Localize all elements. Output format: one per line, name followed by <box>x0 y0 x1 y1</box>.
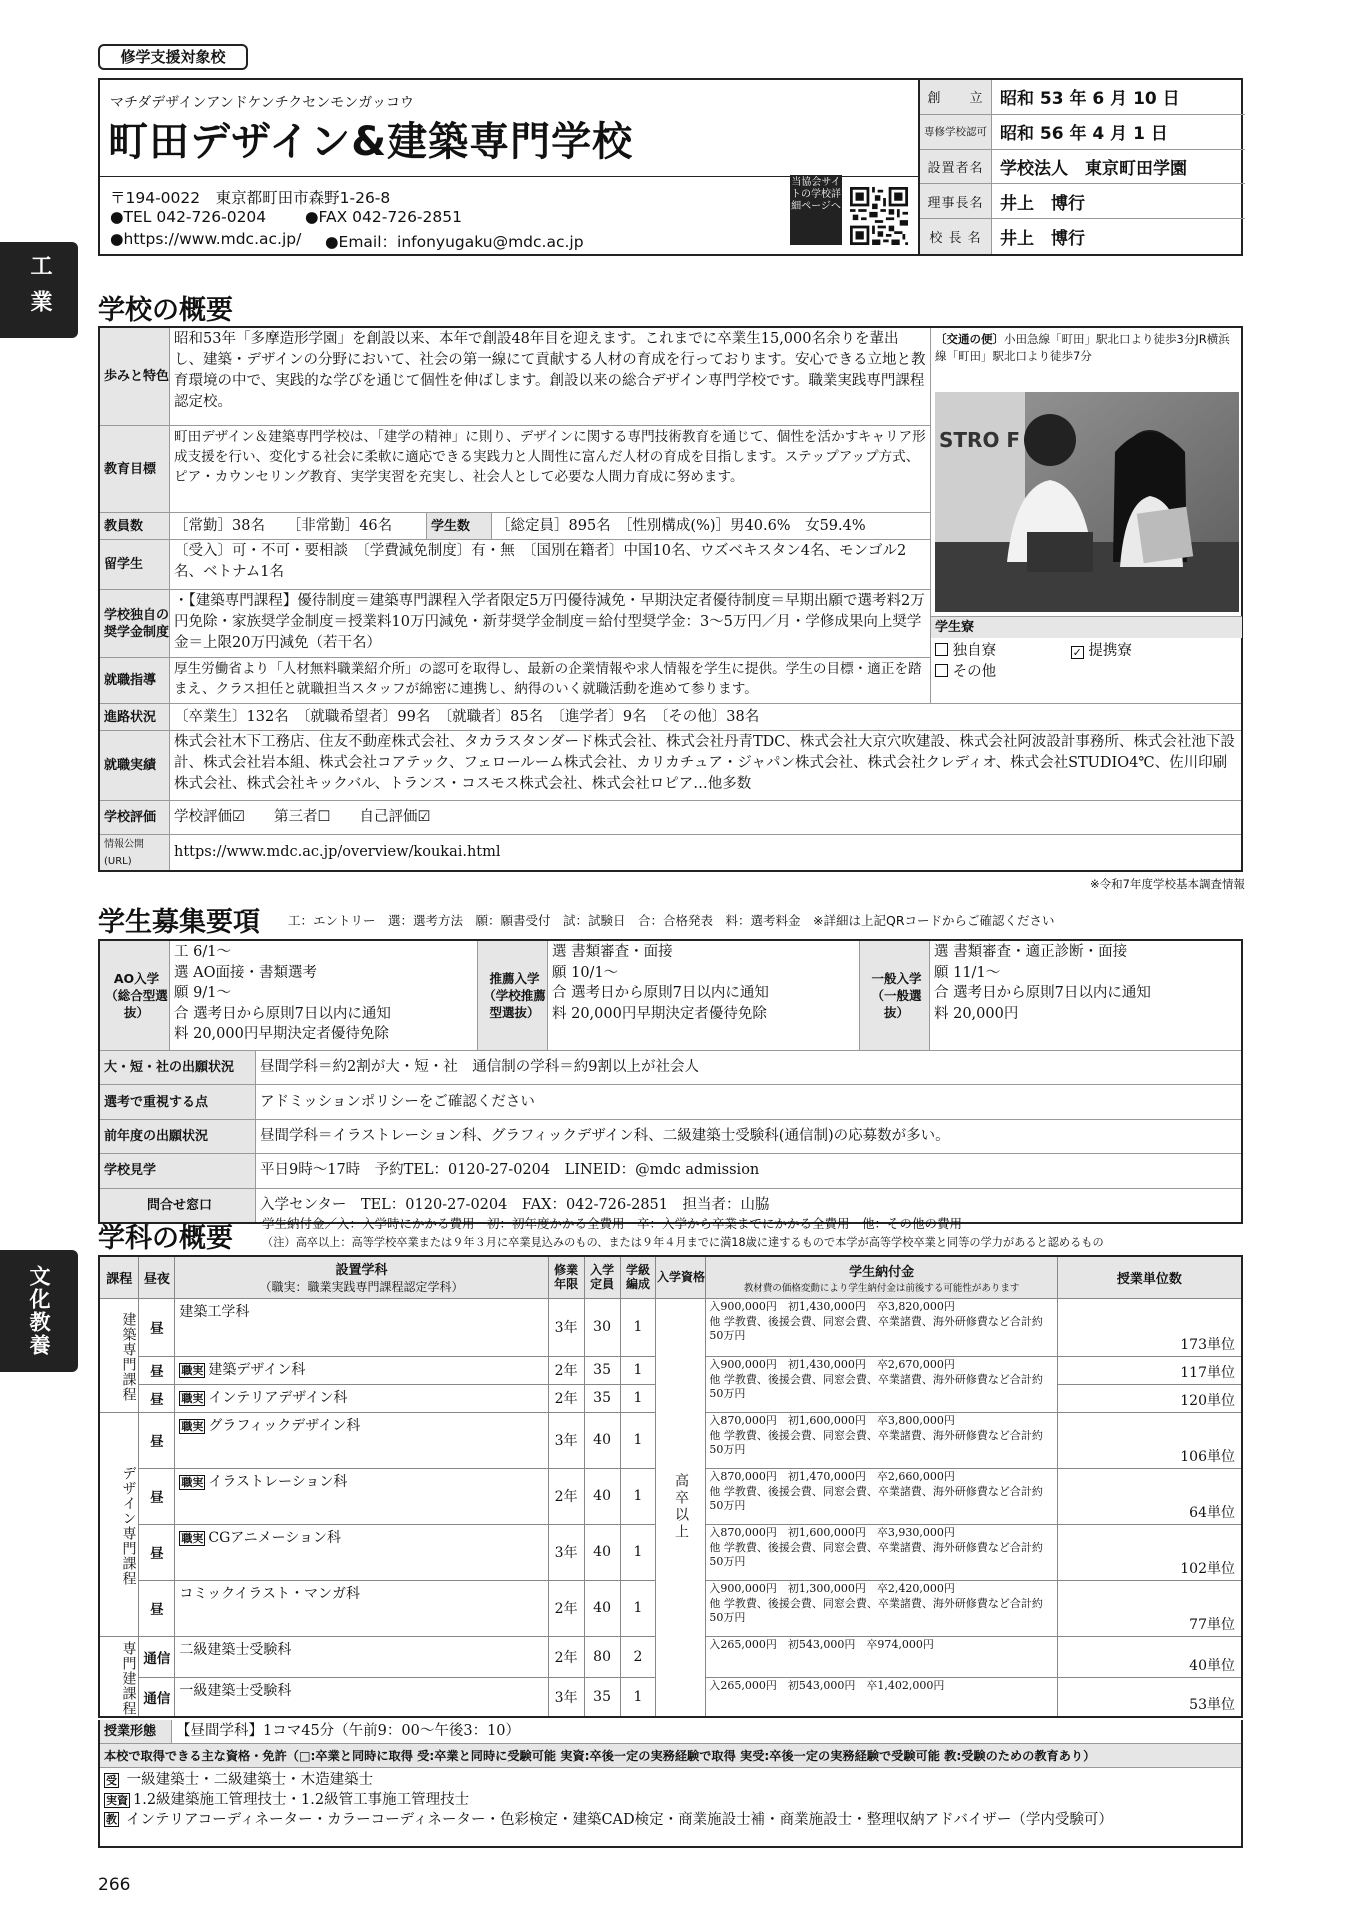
ao-line: 工 6/1〜 <box>174 944 231 960</box>
course-credits: 106単位 <box>1057 1412 1242 1468</box>
course-time: 昼 <box>139 1524 175 1580</box>
course-capacity: 30 <box>584 1298 620 1356</box>
students-label: 学生数 <box>426 513 492 539</box>
school-fax: ●FAX 042-726-2851 <box>305 208 462 226</box>
school-header <box>98 78 1243 256</box>
course-capacity: 80 <box>584 1636 620 1677</box>
course-capacity: 35 <box>584 1677 620 1716</box>
recruit-row-label: 大・短・社の出願状況 <box>100 1051 256 1084</box>
course-capacity: 35 <box>584 1384 620 1412</box>
th-years: 修業年限 <box>548 1256 584 1298</box>
jitsu-tag: 職実 <box>181 1531 204 1545</box>
disclosure-url[interactable]: https://www.mdc.ac.jp/overview/koukai.html <box>174 844 501 860</box>
fact-label: 校 長 名 <box>920 219 992 254</box>
license-text: インテリアコーディネーター・カラーコーディネーター・色彩検定・建築CAD検定・商業施設士補・商業施設士・整理収納アドバイザー（学内受験可） <box>126 1812 1113 1828</box>
dorm-other-label: その他 <box>952 664 997 680</box>
course-time: 通信 <box>139 1677 175 1716</box>
license-header: 本校で取得できる主な資格・免許（□:卒業と同時に取得 受:卒業と同時に受験可能 実資:卒後一定の実務経験で取得 実受:卒後一定の実務経験で受験可能 教:受験のための教育あり） <box>100 1744 1241 1768</box>
course-group: デザイン専門課程 <box>99 1412 139 1636</box>
license-box <box>98 1720 1243 1848</box>
course-dept <box>175 1356 548 1384</box>
fee-line: 入265,000円 初543,000円 卒974,000円 <box>709 1637 934 1651</box>
course-credits: 40単位 <box>1057 1636 1242 1677</box>
overview-title: 学校の概要 <box>98 295 233 326</box>
course-classes: 1 <box>620 1580 656 1636</box>
fact-value: 井上 博行 <box>1000 229 1085 250</box>
course-fees <box>706 1636 1057 1677</box>
course-capacity: 40 <box>584 1412 620 1468</box>
qr-label: 当協会サイトの学校詳細ページへ <box>790 175 842 245</box>
fee-other: 他 学教費、後援会費、同窓会費、卒業諸費、海外研修費など合計約50万円 <box>709 1597 1043 1624</box>
recruit-row-label: 問合せ窓口 <box>100 1189 256 1222</box>
intl-label: 留学生 <box>100 540 170 589</box>
course-years: 3年 <box>548 1298 584 1356</box>
course-fees <box>706 1356 1057 1412</box>
course-credits: 120単位 <box>1057 1384 1242 1412</box>
course-credits: 117単位 <box>1057 1356 1242 1384</box>
intl-text: 〔受入〕可・不可・要相談 〔学費減免制度〕有・無 〔国別在籍者〕中国10名、ウズベキスタン4名、モンゴル2名、ベトナム1名 <box>174 543 907 580</box>
course-time: 昼 <box>139 1580 175 1636</box>
ao-label: AO入学（総合型選抜） <box>100 941 170 1050</box>
license-tag: 受 <box>106 1774 117 1787</box>
goal-label: 教育目標 <box>100 426 170 512</box>
dept-name: CGアニメーション科 <box>208 1529 342 1546</box>
course-time: 昼 <box>139 1384 175 1412</box>
fee-line: 入900,000円 初1,300,000円 卒2,420,000円 <box>709 1581 955 1595</box>
th-fees <box>706 1256 1057 1298</box>
course-credits: 173単位 <box>1057 1298 1242 1356</box>
recruit-row-label: 学校見学 <box>100 1154 256 1187</box>
course-classes: 1 <box>620 1356 656 1384</box>
recruit-box <box>98 939 1243 1224</box>
qr-code-icon[interactable] <box>850 187 908 245</box>
access-text: 小田急線「町田」駅北口より徒歩3分JR横浜線「町田」駅北口より徒歩7分 <box>935 332 1230 363</box>
school-web[interactable]: ●https://www.mdc.ac.jp/ <box>110 230 302 248</box>
recruit-row-value: 入学センター TEL：0120-27-0204 FAX：042-726-2851 担当者：山脇 <box>260 1196 770 1213</box>
gen-line: 願 11/1〜 <box>934 964 1001 981</box>
course-time: 通信 <box>139 1636 175 1677</box>
course-years: 2年 <box>548 1468 584 1524</box>
staff-label: 教員数 <box>100 513 170 539</box>
course-capacity: 40 <box>584 1524 620 1580</box>
th-fees-sub: 教材費の価格変動により学生納付金は前後する可能性があります <box>743 1282 1020 1294</box>
fee-other: 他 学教費、後援会費、同窓会費、卒業諸費、海外研修費など合計約50万円 <box>709 1541 1043 1568</box>
fee-other: 他 学教費、後援会費、同窓会費、卒業諸費、海外研修費など合計約50万円 <box>709 1485 1043 1512</box>
course-dept <box>175 1412 548 1468</box>
page-number: 266 <box>98 1875 131 1895</box>
course-years: 2年 <box>548 1384 584 1412</box>
eval-label: 学校評価 <box>100 801 170 834</box>
ao-line: 合 選考日から原則7日以内に通知 <box>174 1005 391 1022</box>
th-dept <box>175 1256 548 1298</box>
ao-line: 願 9/1〜 <box>174 985 231 1001</box>
employers-label: 就職実績 <box>100 731 170 800</box>
th-dept-label: 設置学科 <box>335 1263 388 1279</box>
history-text: 昭和53年「多摩造形学園」を創設以来、本年で創設48年目を迎えます。これまでに卒業生15,000名余りを輩出し、建築・デザインの分野において、社会の第一線にて貢献する人材の育成を行っております。安心できる立地と教育環境の中で、実践的な学びを通じて個性を伸ばします。創設以来の総合デザイン専門学校です。職業実践専門課程認定校。 <box>174 331 926 410</box>
fact-value: 昭和 56 年 4 月 1 日 <box>1000 124 1168 145</box>
support-tag: 修学支援対象校 <box>98 44 248 70</box>
rec-line: 料 20,000円早期決定者優待免除 <box>552 1005 767 1022</box>
job-text: 厚生労働省より「人材無料職業紹介所」の認可を取得し、最新の企業情報や求人情報を学生に提供。学生の目標・適正を踏まえ、クラス担任と就職担当スタッフが綿密に連携し、納得のいく就職活動を進めて参ります。 <box>174 661 922 697</box>
eval-text: 学校評価☑ 第三者☐ 自己評価☑ <box>174 809 431 825</box>
course-fees <box>706 1677 1057 1716</box>
gen-line: 合 選考日から原則7日以内に通知 <box>934 985 1151 1001</box>
th-time: 昼夜 <box>139 1256 175 1298</box>
jitsu-tag: 職実 <box>181 1391 204 1405</box>
course-time: 昼 <box>139 1468 175 1524</box>
fact-label: 専修学校認可 <box>920 115 992 149</box>
fee-other: 他 学教費、後援会費、同窓会費、卒業諸費、海外研修費など合計約50万円 <box>709 1429 1043 1456</box>
fee-line: 入900,000円 初1,430,000円 卒3,820,000円 <box>709 1299 955 1313</box>
school-name: 町田デザイン&建築専門学校 <box>108 119 634 165</box>
recruit-row-value: 昼間学科＝イラストレーション科、グラフィックデザイン科、二級建築士受験科(通信制)の応募数が多い。 <box>260 1127 950 1144</box>
fee-line: 入870,000円 初1,470,000円 卒2,660,000円 <box>709 1469 955 1483</box>
course-classes: 1 <box>620 1524 656 1580</box>
fact-label: 設置者名 <box>920 150 992 184</box>
school-tel: ●TEL 042-726-0204 <box>110 208 267 226</box>
goal-text: 町田デザイン＆建築専門学校は、「建学の精神」に則り、デザインに関する専門技術教育を通じて、個性を活かすキャリア形成支援を行い、変化する社会に柔軟に適応できる実践力と人間性に富んだ人材の育成を目指します。ステップアップ方式、ピア・カウンセリング教育、実学実習を充実し、社会人として必要な人間力育成に努めます。 <box>174 429 926 485</box>
fee-line: 入870,000円 初1,600,000円 卒3,930,000円 <box>709 1525 955 1539</box>
dept-name: 建築デザイン科 <box>208 1361 306 1378</box>
course-capacity: 40 <box>584 1468 620 1524</box>
jitsu-tag: 職実 <box>181 1363 204 1377</box>
svg-text:STRO F: STRO F <box>939 428 1021 452</box>
th-credits: 授業単位数 <box>1057 1256 1242 1298</box>
course-capacity: 40 <box>584 1580 620 1636</box>
course-years: 2年 <box>548 1580 584 1636</box>
lesson-label: 授業形態 <box>100 1720 172 1743</box>
general-label: 一般入学（一般選抜） <box>860 941 930 1050</box>
course-time: 昼 <box>139 1298 175 1356</box>
ao-line: 料 20,000円早期決定者優待免除 <box>174 1026 389 1042</box>
course-fees <box>706 1524 1057 1580</box>
scholar-label: 学校独自の奨学金制度 <box>100 590 170 657</box>
career-label: 進路状況 <box>100 704 170 730</box>
course-group: 専門建課程 <box>99 1636 139 1717</box>
access-label: 〔交通の便〕 <box>935 332 1004 346</box>
course-classes: 1 <box>620 1468 656 1524</box>
facts-table <box>918 80 1243 254</box>
course-classes: 1 <box>620 1677 656 1716</box>
lesson-text: 【昼間学科】1コマ45分（午前9：00〜午後3：10） <box>176 1723 521 1739</box>
side-tab-culture[interactable]: 文化教養 <box>0 1250 78 1372</box>
course-dept <box>175 1384 548 1412</box>
th-qualification: 入学資格 <box>656 1256 706 1298</box>
course-dept <box>175 1677 548 1716</box>
overview-box <box>98 326 1243 872</box>
career-text: 〔卒業生〕132名 〔就職希望者〕99名 〔就職者〕85名 〔進学者〕9名 〔その他〕38名 <box>174 708 760 725</box>
course-credits: 53単位 <box>1057 1677 1242 1716</box>
ao-details <box>170 941 478 1050</box>
general-details <box>930 941 1240 1050</box>
dorm-other-checkbox[interactable] <box>935 664 948 677</box>
course-dept <box>175 1524 548 1580</box>
qualification-note: （注）高卒以上：高等学校卒業または９年３月に卒業見込みのもの、または９年４月までに満18歳に達するもので本学が高等学校卒業と同等の学力があると認めるもの <box>262 1236 1104 1249</box>
course-classes: 1 <box>620 1384 656 1412</box>
recruit-row-label: 選考で重視する点 <box>100 1085 256 1118</box>
course-qualification: 高卒以上 <box>656 1298 706 1717</box>
gen-line: 選 書類審査・適正診断・面接 <box>934 944 1128 960</box>
course-time: 昼 <box>139 1356 175 1384</box>
course-time: 昼 <box>139 1412 175 1468</box>
course-classes: 2 <box>620 1636 656 1677</box>
fee-other: 他 学教費、後援会費、同窓会費、卒業諸費、海外研修費など合計約50万円 <box>709 1373 1043 1400</box>
jitsu-tag: 職実 <box>181 1419 204 1433</box>
jitsu-tag: 職実 <box>181 1475 204 1489</box>
course-fees <box>706 1412 1057 1468</box>
recommend-label: 推薦入学（学校推薦型選抜） <box>478 941 548 1050</box>
recruit-legend: 工：エントリー 選：選考方法 願：願書受付 試：試験日 合：合格発表 料：選考料金 ※詳細は上記QRコードからご確認ください <box>288 913 1055 928</box>
license-text: 1.2級建築施工管理技士・1.2級管工事施工管理技士 <box>133 1792 470 1808</box>
staff-text: ［常勤］38名 ［非常勤］46名 <box>174 517 393 534</box>
course-row <box>99 1298 1242 1356</box>
course-classes: 1 <box>620 1298 656 1356</box>
disclosure-label: 情報公開(URL) <box>100 835 170 870</box>
course-dept <box>175 1468 548 1524</box>
fee-other: 他 学教費、後援会費、同窓会費、卒業諸費、海外研修費など合計約50万円 <box>709 1315 1043 1342</box>
dorm-self-label: 独自寮 <box>952 643 997 659</box>
dorm-label: 学生寮 <box>931 616 1242 638</box>
recruit-row-label: 前年度の出願状況 <box>100 1120 256 1153</box>
course-classes: 1 <box>620 1412 656 1468</box>
th-classes: 学級編成 <box>620 1256 656 1298</box>
school-address: 〒194-0022 東京都町田市森野1-26-8 <box>110 189 391 207</box>
school-kana: マチダデザインアンドケンチクセンモンガッコウ <box>110 95 414 111</box>
fee-line: 入900,000円 初1,430,000円 卒2,670,000円 <box>709 1357 955 1371</box>
students-photo <box>935 392 1239 612</box>
th-dept-sub: （職実：職業実践専門課程認定学科） <box>259 1280 464 1295</box>
fact-value: 昭和 53 年 6 月 10 日 <box>1000 89 1180 110</box>
fact-label: 理事長名 <box>920 184 992 218</box>
course-years: 3年 <box>548 1524 584 1580</box>
course-years: 3年 <box>548 1677 584 1716</box>
job-label: 就職指導 <box>100 658 170 703</box>
dorm-partner-label: 提携寮 <box>1088 643 1132 659</box>
dept-name: 建築工学科 <box>179 1303 250 1320</box>
course-years: 2年 <box>548 1356 584 1384</box>
course-years: 3年 <box>548 1412 584 1468</box>
gen-line: 料 20,000円 <box>934 1005 1019 1022</box>
rec-line: 願 10/1〜 <box>552 964 619 981</box>
rec-line: 合 選考日から原則7日以内に通知 <box>552 985 769 1001</box>
recruit-row-value: 昼間学科＝約2割が大・短・社 通信制の学科＝約9割以上が社会人 <box>260 1059 699 1076</box>
license-tag: 教 <box>106 1813 117 1826</box>
course-fees <box>706 1468 1057 1524</box>
th-course: 課程 <box>99 1256 139 1298</box>
course-credits: 77単位 <box>1057 1580 1242 1636</box>
dept-name: イラストレーション科 <box>208 1473 348 1490</box>
course-fees <box>706 1580 1057 1636</box>
dept-name: インテリアデザイン科 <box>208 1389 348 1406</box>
students-text: ［総定員］895名 ［性別構成(%)］男40.6% 女59.4% <box>496 517 866 534</box>
dept-name: 一級建築士受験科 <box>179 1682 292 1699</box>
recruit-title: 学生募集要項 <box>98 907 260 938</box>
recruit-row-value: 平日9時〜17時 予約TEL：0120-27-0204 LINEID：@mdc admission <box>260 1162 760 1179</box>
employers-text: 株式会社木下工務店、住友不動産株式会社、タカラスタンダード株式会社、株式会社丹青TDC、株式会社大京穴吹建設、株式会社阿波設計事務所、株式会社池下設計、株式会社岩本組、株式会社コアテック、フェロールーム株式会社、カリカチュア・ジャパン株式会社、株式会社クレディオ、株式会社STUDIO4℃、佐川印刷株式会社、株式会社キックバル、トランス・コスモス株式会社、株式会社ロピア…他多数 <box>174 734 1235 792</box>
fee-note: 学生納付金／入：入学時にかかる費用 初：初年度かかる全費用 卒：入学から卒業までにかかる全費用 他：その他の費用 <box>262 1216 963 1231</box>
recommend-details <box>548 941 860 1050</box>
fact-value: 学校法人 東京町田学園 <box>1000 158 1187 179</box>
courses-title: 学科の概要 <box>98 1223 233 1254</box>
history-label: 歩みと特色 <box>100 328 170 425</box>
dept-name: 二級建築士受験科 <box>179 1641 292 1658</box>
course-credits: 102単位 <box>1057 1524 1242 1580</box>
dorm-self-checkbox[interactable] <box>935 643 948 656</box>
courses-table <box>98 1255 1243 1718</box>
scholar-text: ・【建築専門課程】優待制度＝建築専門課程入学者限定5万円優待減免・早期決定者優待制度＝早期出願で選考料2万円免除・家族奨学金制度＝授業料10万円減免・新芽奨学金制度＝給付型奨学金：3〜5万円／月・学修成果向上奨学金＝上限20万円減免（若干名） <box>174 593 925 651</box>
course-capacity: 35 <box>584 1356 620 1384</box>
fact-label: 創 立 <box>920 80 992 114</box>
course-dept <box>175 1298 548 1356</box>
survey-note: ※令和7年度学校基本調査情報 <box>1090 877 1245 891</box>
dept-name: グラフィックデザイン科 <box>208 1417 361 1434</box>
th-capacity: 入学定員 <box>584 1256 620 1298</box>
dept-name: コミックイラスト・マンガ科 <box>179 1585 360 1602</box>
course-dept <box>175 1636 548 1677</box>
school-email[interactable]: ●Email：infonyugaku@mdc.ac.jp <box>325 233 584 251</box>
ao-line: 選 AO面接・書類選考 <box>174 964 317 981</box>
dorm-partner-checkbox[interactable]: ✓ <box>1072 646 1082 659</box>
course-credits: 64単位 <box>1057 1468 1242 1524</box>
side-tab-industry[interactable]: 工業 <box>0 242 78 338</box>
th-fees-label: 学生納付金 <box>849 1264 915 1280</box>
course-fees <box>706 1298 1057 1356</box>
license-text: 一級建築士・二級建築士・木造建築士 <box>126 1772 374 1788</box>
rec-line: 選 書類審査・面接 <box>552 944 673 960</box>
fact-value: 井上 博行 <box>1000 193 1085 214</box>
fee-line: 入870,000円 初1,600,000円 卒3,800,000円 <box>709 1413 955 1427</box>
course-years: 2年 <box>548 1636 584 1677</box>
license-tag: 実資 <box>106 1794 128 1807</box>
course-dept <box>175 1580 548 1636</box>
fee-line: 入265,000円 初543,000円 卒1,402,000円 <box>709 1678 945 1692</box>
recruit-row-value: アドミッションポリシーをご確認ください <box>260 1093 535 1110</box>
course-group: 建築専門課程 <box>99 1298 139 1412</box>
